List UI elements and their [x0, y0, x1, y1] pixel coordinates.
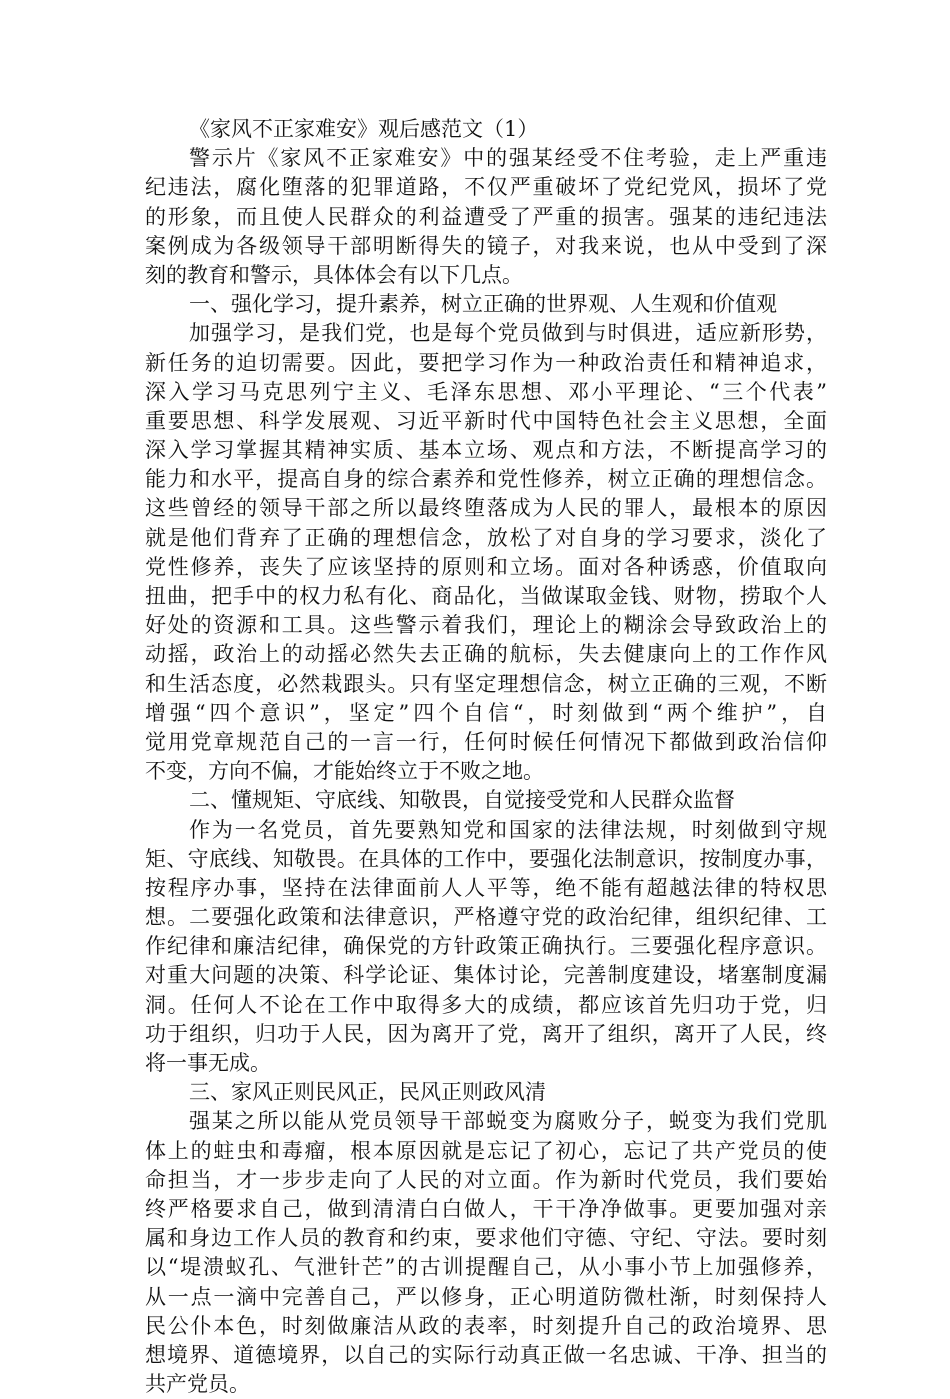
paragraph-line: 这些曾经的领导干部之所以最终堕落成为人民的罪人，最根本的原因 — [145, 496, 827, 521]
paragraph-line: 想。二要强化政策和法律意识，严格遵守党的政治纪律，组织纪律、工 — [145, 905, 827, 930]
paragraph-line: 的形象，而且使人民群众的利益遭受了严重的损害。强某的违纪违法 — [145, 204, 827, 229]
paragraph-line: 洞。任何人不论在工作中取得多大的成绩，都应该首先归功于党，归 — [145, 992, 827, 1017]
paragraph-line: 深入学习马克思列宁主义、毛泽东思想、邓小平理论、“三个代表” — [145, 379, 827, 404]
paragraph-line: 动摇，政治上的动摇必然失去正确的航标，失去健康向上的工作作风 — [145, 642, 827, 667]
paragraph-line: 能力和水平，提高自身的综合素养和党性修养，树立正确的理想信念。 — [145, 467, 827, 492]
paragraph-line: 深入学习掌握其精神实质、基本立场、观点和方法，不断提高学习的 — [145, 438, 827, 463]
paragraph-line: 作纪律和廉洁纪律，确保党的方针政策正确执行。三要强化程序意识。 — [145, 934, 827, 959]
paragraph-line: 民公仆本色，时刻做廉洁从政的表率，时刻提升自己的政治境界、思 — [145, 1313, 827, 1338]
paragraph-line: 增强“四个意识”，坚定”四个自信“，时刻做到“两个维护”，自 — [145, 700, 827, 725]
paragraph-line: 共产党员。 — [145, 1372, 250, 1397]
paragraph-line: 终严格要求自己，做到清清白白做人，干干净净做事。更要加强对亲 — [145, 1196, 827, 1221]
paragraph-line: 好处的资源和工具。这些警示着我们，理论上的糊涂会导致政治上的 — [145, 613, 827, 638]
paragraph-line: 刻的教育和警示，具体体会有以下几点。 — [145, 262, 523, 287]
paragraph-line: 觉用党章规范自己的一言一行，任何时候任何情况下都做到政治信仰 — [145, 729, 827, 754]
paragraph-line: 党性修养，丧失了应该坚持的原则和立场。面对各种诱惑，价值取向 — [145, 554, 827, 579]
paragraph-line: 对重大问题的决策、科学论证、集体讨论，完善制度建设，堵塞制度漏 — [145, 963, 827, 988]
paragraph-line: 重要思想、科学发展观、习近平新时代中国特色社会主义思想，全面 — [145, 408, 827, 433]
section-heading: 一、强化学习，提升素养，树立正确的世界观、人生观和价值观 — [189, 292, 777, 317]
paragraph-line: 警示片《家风不正家难安》中的强某经受不住考验，走上严重违 — [189, 146, 827, 171]
paragraph-line: 以“堤溃蚁孔、气泄针芒”的古训提醒自己，从小事小节上加强修养， — [145, 1255, 827, 1280]
paragraph-line: 案例成为各级领导干部明断得失的镜子，对我来说，也从中受到了深 — [145, 233, 827, 258]
paragraph-line: 功于组织，归功于人民，因为离开了党，离开了组织，离开了人民，终 — [145, 1021, 827, 1046]
paragraph-line: 作为一名党员，首先要熟知党和国家的法律法规，时刻做到守规 — [189, 817, 827, 842]
paragraph-line: 体上的蛀虫和毒瘤，根本原因就是忘记了初心，忘记了共产党员的使 — [145, 1138, 827, 1163]
paragraph-line: 属和身边工作人员的教育和约束，要求他们守德、守纪、守法。要时刻 — [145, 1226, 827, 1251]
paragraph-line: 和生活态度，必然栽跟头。只有坚定理想信念，树立正确的三观，不断 — [145, 671, 827, 696]
paragraph-line: 命担当，才一步步走向了人民的对立面。作为新时代党员，我们要始 — [145, 1167, 827, 1192]
paragraph-line: 扭曲，把手中的权力私有化、商品化，当做谋取金钱、财物，捞取个人 — [145, 584, 827, 608]
paragraph-line: 就是他们背弃了正确的理想信念，放松了对自身的学习要求，淡化了 — [145, 525, 827, 550]
paragraph-line: 从一点一滴中完善自己，严以修身，正心明道防微杜渐，时刻保持人 — [145, 1284, 827, 1309]
paragraph-line: 强某之所以能从党员领导干部蜕变为腐败分子，蜕变为我们党肌 — [189, 1109, 827, 1134]
paragraph-line: 矩、守底线、知敬畏。在具体的工作中，要强化法制意识，按制度办事， — [145, 846, 827, 871]
paragraph-line: 不变，方向不偏，才能始终立于不败之地。 — [145, 759, 544, 784]
paragraph-line: 新任务的迫切需要。因此，要把学习作为一种政治责任和精神追求， — [145, 350, 827, 375]
paragraph-line: 将一事无成。 — [145, 1051, 271, 1075]
paragraph-line: 按程序办事，坚持在法律面前人人平等，绝不能有超越法律的特权思 — [145, 875, 827, 900]
document-page — [145, 115, 827, 1399]
paragraph-line: 加强学习，是我们党，也是每个党员做到与时俱进，适应新形势， — [189, 321, 827, 346]
paragraph-line: 纪违法，腐化堕落的犯罪道路，不仅严重破坏了党纪党风，损坏了党 — [145, 175, 827, 200]
paragraph-line: 想境界、道德境界，以自己的实际行动真正做一名忠诚、干净、担当的 — [145, 1342, 827, 1367]
document-title: 《家风不正家难安》观后感范文（1） — [189, 117, 539, 141]
section-heading: 二、懂规矩、守底线、知敬畏，自觉接受党和人民群众监督 — [189, 788, 735, 813]
section-heading: 三、家风正则民风正，民风正则政风清 — [189, 1080, 546, 1105]
